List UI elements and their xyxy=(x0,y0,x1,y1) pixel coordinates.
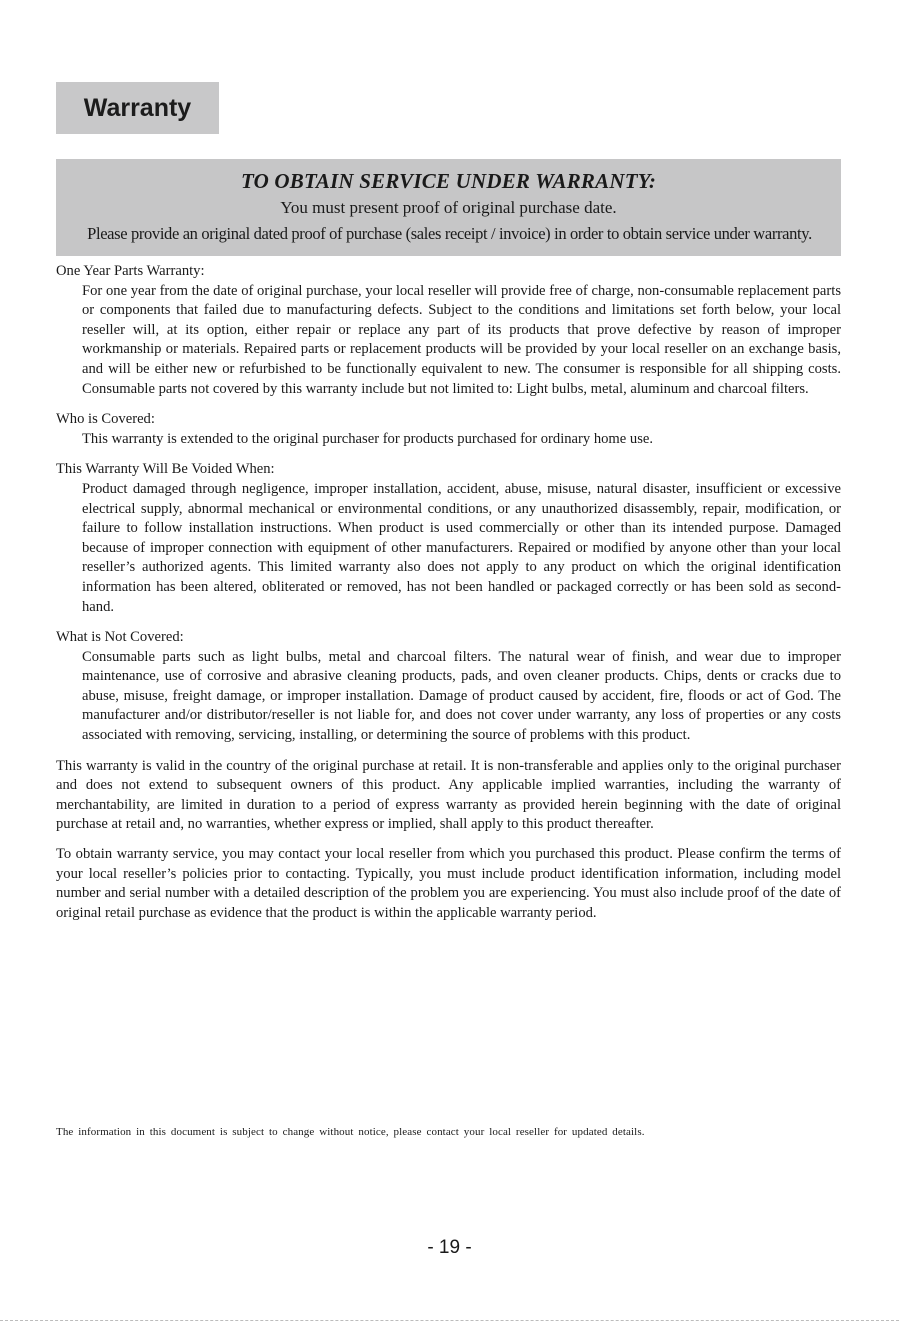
page-edge-divider xyxy=(0,1320,899,1321)
banner-subheading: You must present proof of original purchase date. xyxy=(280,198,617,217)
section-not-covered xyxy=(56,628,841,746)
page-number: - 19 - xyxy=(427,1237,472,1258)
section-body: Consumable parts such as light bulbs, metal and charcoal filters. The natural wear of finish, and wear due to improper maintenance, use of corrosive and abrasive cleaning products, pads, and oven cleaner products. Chips, dents or cracks due to abuse, misuse, freight damage, or improper installation. Damage of product caused by accident, fire, floods or act of God. The manufacturer and/or distributor/reseller is not liable for, and does not cover under warranty, any loss of properties or any costs associated with removing, servicing, installing, or determining the source of problems with this product. xyxy=(82,648,841,744)
footnote: The information in this document is subject to change without notice, please contact your local reseller for updated details. xyxy=(56,1126,645,1138)
section-body: Product damaged through negligence, improper installation, accident, abuse, misuse, natural disaster, insufficient or excessive electrical supply, abnormal mechanical or environmental conditions, or any unauthorized disassembly, repair, modification, or failure to follow installation instructions. When product is used commercially or other than its intended purpose. Damaged because of improper connection with equipment of other manufacturers. Repaired or modified by anyone other than your local reseller’s authorized agents. This limited warranty also does not apply to any product on which the original identification information has been altered, obliterated or removed, has not been handled or packaged correctly or has been sold as second-hand. xyxy=(82,480,841,615)
section-voided-when xyxy=(56,460,841,617)
paragraph-validity: This warranty is valid in the country of the original purchase at retail. It is non-transferable and applies only to the original purchaser and does not extend to subsequent owners of this product. Any applicable implied warranties, including the warranty of merchantability, are limited in duration to a period of express warranty as provided herein beginning with the date of original purchase at retail and, no warranties, whether express or implied, shall apply to this product thereafter. xyxy=(56,757,841,833)
page-title-box xyxy=(56,82,219,134)
paragraph-obtain-service: To obtain warranty service, you may contact your local reseller from which you purchased this product. Please confirm the terms of your local reseller’s policies prior to contacting. Typically, you must include product identification information, including model number and serial number with a detailed description of the problem you are experiencing. You must also include proof of the date of original retail purchase as evidence that the product is within the applicable warranty period. xyxy=(56,846,841,921)
banner-instruction: Please provide an original dated proof of purchase (sales receipt / invoice) in order to obtain service under warranty. xyxy=(87,224,812,243)
section-parts-warranty xyxy=(56,262,841,399)
section-body: For one year from the date of original purchase, your local reseller will provide free of charge, non-consumable replacement parts or components that failed due to manufacturing defects. Subject to the conditions and limitations set forth below, your local reseller will, at its option, either repair or replace any part of its products that prove defective by reason of improper workmanship or materials. Repaired parts or replacement products will be provided by your local reseller on an exchange basis, and will be either new or refurbished to be functionally equivalent to new. The consumer is responsible for all shipping costs. Consumable parts not covered by this warranty include but not limited to: Light bulbs, metal, aluminum and charcoal filters. xyxy=(82,282,841,397)
banner-heading: TO OBTAIN SERVICE UNDER WARRANTY: xyxy=(240,169,657,193)
section-who-is-covered xyxy=(56,410,841,449)
warranty-content xyxy=(56,262,841,933)
section-heading: What is Not Covered: xyxy=(56,629,184,646)
section-heading: This Warranty Will Be Voided When: xyxy=(56,461,275,478)
section-body: This warranty is extended to the original purchaser for products purchased for ordinary home use. xyxy=(82,430,654,447)
section-heading: One Year Parts Warranty: xyxy=(56,263,205,279)
service-banner xyxy=(56,159,841,256)
page-title: Warranty xyxy=(83,93,192,122)
section-heading: Who is Covered: xyxy=(56,411,155,428)
